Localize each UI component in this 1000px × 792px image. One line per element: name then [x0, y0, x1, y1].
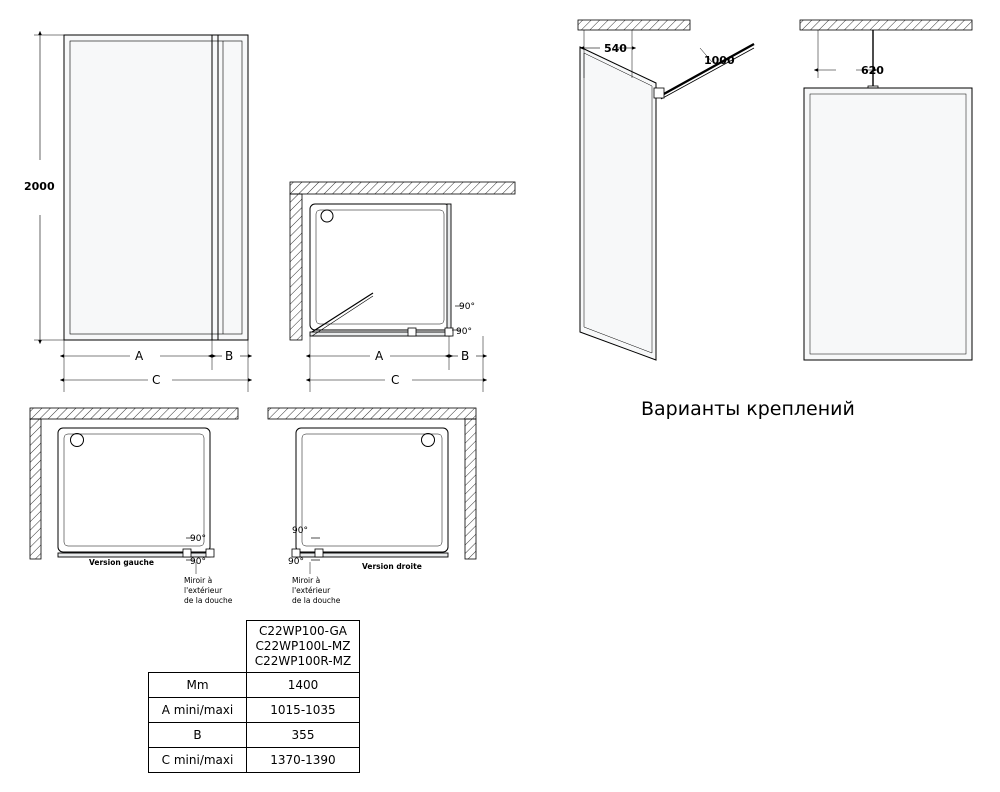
bar-length-dimension-label: 1000 — [704, 54, 735, 67]
plan-view-right-version — [268, 408, 476, 574]
front-elevation-view — [34, 35, 248, 392]
plan-angle-bottom-label: 90° — [456, 327, 472, 337]
table-header-row — [149, 621, 360, 673]
spec-table-wrap — [148, 620, 360, 773]
perspective-panel-view — [578, 20, 754, 360]
header-empty-cell — [149, 621, 247, 673]
ceiling-fixing-view — [800, 20, 972, 360]
table-row — [149, 698, 360, 723]
right-mirror-note-line2: l'extérieur — [292, 586, 331, 595]
row-label-c: C mini/maxi — [149, 748, 247, 773]
page-title: Варианты креплений — [641, 398, 855, 420]
row-label-a: A mini/maxi — [149, 698, 247, 723]
left-mirror-note-line1: Miroir à — [184, 576, 213, 585]
plan-view-main — [290, 182, 515, 392]
left-version-label: Version gauche — [89, 558, 154, 567]
row-value-mm: 1400 — [247, 673, 360, 698]
table-row — [149, 748, 360, 773]
table-row — [149, 723, 360, 748]
plan-dim-b-label: B — [461, 349, 470, 363]
table-row — [149, 673, 360, 698]
left-mirror-note-line2: l'extérieur — [184, 586, 223, 595]
height-dimension-label: 2000 — [24, 180, 55, 193]
left-plan-angle-top-label: 90° — [190, 534, 206, 544]
model-code-3: C22WP100R-MZ — [254, 654, 352, 668]
model-code-1: C22WP100-GA — [259, 624, 347, 638]
row-value-b: 355 — [247, 723, 360, 748]
plan-view-left-version — [30, 408, 238, 574]
plan-angle-top-label: 90° — [459, 302, 475, 312]
front-dim-a-label: A — [135, 349, 144, 363]
top-offset-dimension-label: 540 — [604, 42, 627, 55]
right-version-label: Version droite — [362, 562, 422, 571]
front-dim-b-label: B — [225, 349, 234, 363]
left-mirror-note-line3: de la douche — [184, 596, 233, 605]
row-value-a: 1015-1035 — [247, 698, 360, 723]
front-dim-c-label: C — [152, 373, 161, 387]
model-codes-cell — [247, 621, 360, 673]
row-label-b: B — [149, 723, 247, 748]
row-value-c: 1370-1390 — [247, 748, 360, 773]
ceiling-offset-dimension-label: 620 — [861, 64, 884, 77]
spec-table — [148, 620, 360, 773]
plan-dim-c-label: C — [391, 373, 400, 387]
right-plan-angle-top-label: 90° — [292, 526, 308, 536]
plan-dim-a-label: A — [375, 349, 384, 363]
right-mirror-note-line1: Miroir à — [292, 576, 321, 585]
right-plan-angle-bottom-label: 90° — [288, 557, 304, 567]
row-label-mm: Mm — [149, 673, 247, 698]
left-plan-angle-bottom-label: 90° — [190, 557, 206, 567]
right-mirror-note-line3: de la douche — [292, 596, 341, 605]
model-code-2: C22WP100L-MZ — [255, 639, 351, 653]
